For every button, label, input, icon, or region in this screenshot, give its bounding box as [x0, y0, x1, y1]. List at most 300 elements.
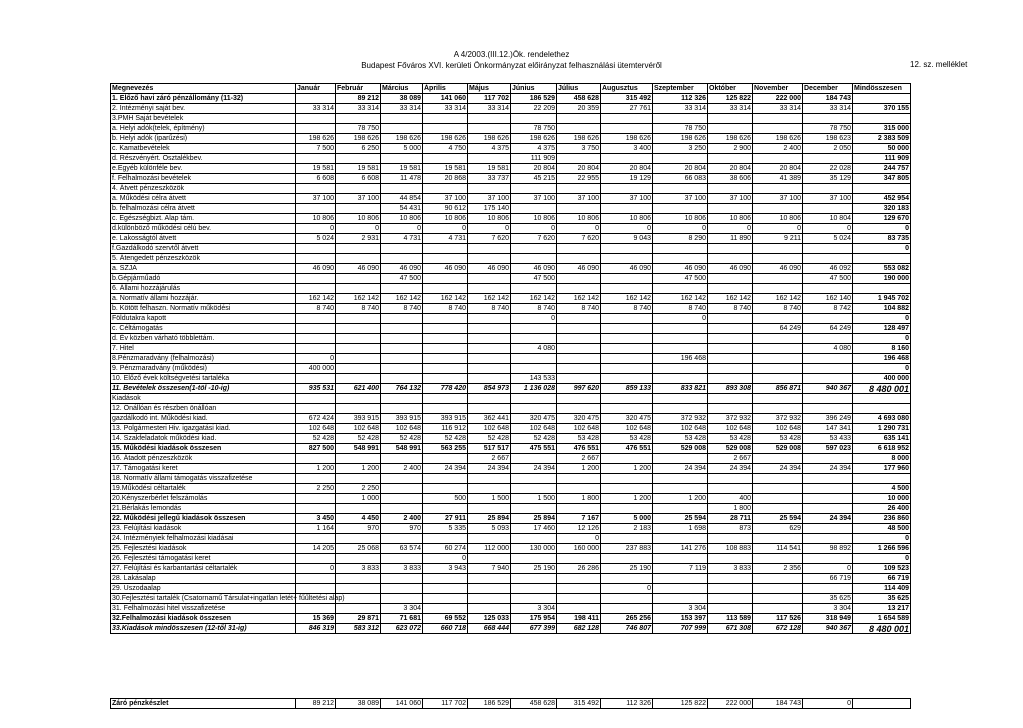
month-value-cell: [296, 574, 336, 584]
month-value-cell: [468, 574, 511, 584]
month-value-cell: 372 932: [653, 414, 708, 424]
closing-balance-empty-cell: [853, 699, 911, 709]
row-label: 29. Uszodaalap: [111, 584, 296, 594]
row-label: c. Kamatbevételek: [111, 144, 296, 154]
month-value-cell: 265 256: [601, 614, 653, 624]
month-value-cell: [423, 374, 468, 384]
month-value-cell: [708, 534, 753, 544]
month-value-cell: 54 431: [381, 204, 423, 214]
month-value-cell: [381, 504, 423, 514]
table-row: [111, 344, 911, 354]
month-value-cell: 8 740: [708, 304, 753, 314]
month-value-cell: 583 312: [336, 624, 381, 634]
row-total-cell: 452 954: [853, 194, 911, 204]
row-total-cell: 320 183: [853, 204, 911, 214]
month-value-cell: 8 290: [653, 234, 708, 244]
table-row: [111, 484, 911, 494]
month-value-cell: [653, 574, 708, 584]
month-value-cell: 3 833: [381, 564, 423, 574]
month-value-cell: 548 991: [336, 444, 381, 454]
month-value-cell: 117 526: [753, 614, 803, 624]
month-value-cell: [557, 124, 601, 134]
month-value-cell: [753, 184, 803, 194]
month-value-cell: 0: [511, 224, 557, 234]
table-row: [111, 414, 911, 424]
month-value-cell: [557, 394, 601, 404]
closing-balance-cell: 0: [803, 699, 853, 709]
month-value-cell: [381, 584, 423, 594]
month-value-cell: 3 450: [296, 514, 336, 524]
month-value-cell: [708, 404, 753, 414]
month-value-cell: 320 475: [511, 414, 557, 424]
month-value-cell: 4 731: [423, 234, 468, 244]
month-value-cell: 0: [753, 224, 803, 234]
month-value-cell: 162 142: [753, 294, 803, 304]
row-label: a. Normatív állami hozzájár.: [111, 294, 296, 304]
month-value-cell: 25 894: [468, 514, 511, 524]
month-value-cell: [653, 534, 708, 544]
month-value-cell: 0: [557, 534, 601, 544]
month-value-cell: [296, 124, 336, 134]
month-value-cell: 475 551: [511, 444, 557, 454]
month-value-cell: 46 090: [653, 264, 708, 274]
month-value-cell: 6 250: [336, 144, 381, 154]
closing-balance-cell: 38 089: [336, 699, 381, 709]
row-label: 5. Átengedett pénzeszközök: [111, 254, 296, 264]
month-value-cell: 46 090: [511, 264, 557, 274]
row-total-cell: 0: [853, 364, 911, 374]
month-value-cell: [381, 484, 423, 494]
row-label: 27. Felújítási és karbantartási céltartalék: [111, 564, 296, 574]
month-value-cell: 400: [708, 494, 753, 504]
month-value-cell: [803, 364, 853, 374]
month-value-cell: 8 740: [381, 304, 423, 314]
month-value-cell: 4 080: [511, 344, 557, 354]
month-value-cell: [468, 474, 511, 484]
month-value-cell: 37 100: [468, 194, 511, 204]
month-value-cell: [708, 284, 753, 294]
month-value-cell: 1 000: [336, 494, 381, 504]
month-value-cell: [653, 584, 708, 594]
month-value-cell: 37 100: [511, 194, 557, 204]
month-value-cell: [601, 534, 653, 544]
month-value-cell: [803, 394, 853, 404]
month-value-cell: 20 804: [601, 164, 653, 174]
month-value-cell: [511, 204, 557, 214]
month-value-cell: 476 551: [557, 444, 601, 454]
month-value-cell: [601, 244, 653, 254]
month-value-cell: [753, 474, 803, 484]
month-value-cell: [753, 334, 803, 344]
month-value-cell: 3 400: [601, 144, 653, 154]
closing-balance-table: [110, 698, 911, 709]
month-value-cell: [336, 474, 381, 484]
month-value-cell: [708, 394, 753, 404]
month-value-cell: 46 090: [423, 264, 468, 274]
month-value-cell: 25 594: [753, 514, 803, 524]
month-value-cell: 78 750: [511, 124, 557, 134]
annex-number: 12. sz. melléklet: [910, 60, 968, 69]
month-value-cell: [468, 344, 511, 354]
month-value-cell: 529 008: [653, 444, 708, 454]
closing-balance-cell: 117 702: [423, 699, 468, 709]
month-value-cell: 24 394: [708, 464, 753, 474]
row-label: b. Helyi adók (iparűzési): [111, 134, 296, 144]
month-value-cell: 19 581: [423, 164, 468, 174]
month-value-cell: 10 806: [601, 214, 653, 224]
month-value-cell: 29 871: [336, 614, 381, 624]
month-value-cell: [468, 404, 511, 414]
month-value-cell: [336, 364, 381, 374]
month-value-cell: 63 574: [381, 544, 423, 554]
month-value-cell: 125 033: [468, 614, 511, 624]
month-value-cell: [601, 344, 653, 354]
table-row: [111, 294, 911, 304]
month-value-cell: 66 719: [803, 574, 853, 584]
month-value-cell: 3 304: [381, 604, 423, 614]
month-value-cell: [336, 534, 381, 544]
month-value-cell: 2 900: [708, 144, 753, 154]
month-value-cell: [803, 534, 853, 544]
month-value-cell: [557, 314, 601, 324]
month-value-cell: 7 620: [511, 234, 557, 244]
month-value-cell: [753, 604, 803, 614]
column-header: Május: [468, 84, 511, 94]
month-value-cell: [601, 484, 653, 494]
month-value-cell: 629: [753, 524, 803, 534]
month-value-cell: 318 949: [803, 614, 853, 624]
month-value-cell: [653, 454, 708, 464]
row-total-cell: 0: [853, 554, 911, 564]
month-value-cell: [468, 324, 511, 334]
month-value-cell: 3 750: [557, 144, 601, 154]
month-value-cell: [601, 594, 653, 604]
month-value-cell: 112 000: [468, 544, 511, 554]
month-value-cell: 33 737: [468, 174, 511, 184]
month-value-cell: 33 314: [423, 104, 468, 114]
month-value-cell: 46 090: [753, 264, 803, 274]
month-value-cell: 2 050: [803, 144, 853, 154]
row-label: 32.Felhalmozási kiadások összesen: [111, 614, 296, 624]
month-value-cell: 940 367: [803, 384, 853, 394]
month-value-cell: 320 475: [557, 414, 601, 424]
month-value-cell: [381, 404, 423, 414]
month-value-cell: 25 190: [601, 564, 653, 574]
month-value-cell: 35 129: [803, 174, 853, 184]
month-value-cell: 315 492: [601, 94, 653, 104]
month-value-cell: 10 806: [511, 214, 557, 224]
month-value-cell: [557, 584, 601, 594]
month-value-cell: 37 100: [708, 194, 753, 204]
month-value-cell: 10 806: [336, 214, 381, 224]
month-value-cell: [423, 334, 468, 344]
row-total-cell: 6 618 952: [853, 444, 911, 454]
month-value-cell: 1 698: [653, 524, 708, 534]
row-label: 4. Átvett pénzeszközök: [111, 184, 296, 194]
month-value-cell: 3 250: [653, 144, 708, 154]
month-value-cell: [557, 604, 601, 614]
month-value-cell: [803, 184, 853, 194]
month-value-cell: [336, 154, 381, 164]
month-value-cell: 26 286: [557, 564, 601, 574]
table-row: [111, 604, 911, 614]
row-label: 33.Kiadások mindösszesen (12-től 31-ig): [111, 624, 296, 634]
month-value-cell: 52 428: [296, 434, 336, 444]
month-value-cell: 5 000: [601, 514, 653, 524]
month-value-cell: 3 833: [708, 564, 753, 574]
row-total-cell: 347 805: [853, 174, 911, 184]
row-label: 23. Felújítási kiadások: [111, 524, 296, 534]
month-value-cell: [468, 504, 511, 514]
month-value-cell: 19 129: [601, 174, 653, 184]
month-value-cell: [708, 484, 753, 494]
month-value-cell: 162 142: [708, 294, 753, 304]
month-value-cell: [511, 454, 557, 464]
month-value-cell: [511, 404, 557, 414]
month-value-cell: 3 304: [803, 604, 853, 614]
month-value-cell: 102 648: [468, 424, 511, 434]
month-value-cell: [423, 344, 468, 354]
month-value-cell: 102 648: [381, 424, 423, 434]
closing-balance-cell: 186 529: [468, 699, 511, 709]
month-value-cell: 102 648: [511, 424, 557, 434]
month-value-cell: [753, 404, 803, 414]
month-value-cell: [753, 114, 803, 124]
month-value-cell: 854 973: [468, 384, 511, 394]
month-value-cell: [557, 484, 601, 494]
month-value-cell: 0: [468, 224, 511, 234]
column-header: Január: [296, 84, 336, 94]
month-value-cell: [653, 284, 708, 294]
month-value-cell: [653, 474, 708, 484]
row-label: e. Lakosságtól átvett: [111, 234, 296, 244]
month-value-cell: 37 100: [653, 194, 708, 204]
month-value-cell: 113 589: [708, 614, 753, 624]
month-value-cell: [601, 574, 653, 584]
month-value-cell: [653, 484, 708, 494]
month-value-cell: [557, 404, 601, 414]
month-value-cell: 0: [336, 224, 381, 234]
month-value-cell: 764 132: [381, 384, 423, 394]
month-value-cell: 827 500: [296, 444, 336, 454]
month-value-cell: 6 608: [296, 174, 336, 184]
month-value-cell: [336, 354, 381, 364]
month-value-cell: [468, 244, 511, 254]
month-value-cell: [336, 204, 381, 214]
month-value-cell: 4 731: [381, 234, 423, 244]
month-value-cell: [803, 154, 853, 164]
month-value-cell: 102 648: [653, 424, 708, 434]
month-value-cell: 37 100: [803, 194, 853, 204]
table-row: [111, 394, 911, 404]
month-value-cell: 78 750: [336, 124, 381, 134]
month-value-cell: 8 740: [336, 304, 381, 314]
month-value-cell: [336, 554, 381, 564]
month-value-cell: 10 806: [753, 214, 803, 224]
month-value-cell: [557, 504, 601, 514]
month-value-cell: 1 500: [511, 494, 557, 504]
month-value-cell: 0: [653, 224, 708, 234]
row-label: 18. Normatív állami támogatás visszafizetése: [111, 474, 296, 484]
month-value-cell: 672 424: [296, 414, 336, 424]
row-total-cell: [853, 114, 911, 124]
month-value-cell: 19 581: [336, 164, 381, 174]
month-value-cell: [423, 364, 468, 374]
month-value-cell: [381, 374, 423, 384]
month-value-cell: 677 399: [511, 624, 557, 634]
month-value-cell: 22 028: [803, 164, 853, 174]
month-value-cell: [511, 484, 557, 494]
month-value-cell: 1 200: [601, 464, 653, 474]
month-value-cell: [753, 284, 803, 294]
month-value-cell: 458 628: [557, 94, 601, 104]
table-row: [111, 114, 911, 124]
table-row: [111, 124, 911, 134]
month-value-cell: 162 142: [601, 294, 653, 304]
month-value-cell: [601, 364, 653, 374]
month-value-cell: 108 883: [708, 544, 753, 554]
month-value-cell: [296, 554, 336, 564]
month-value-cell: [753, 244, 803, 254]
month-value-cell: 35 625: [803, 594, 853, 604]
month-value-cell: 1 800: [708, 504, 753, 514]
table-row: [111, 354, 911, 364]
month-value-cell: [423, 324, 468, 334]
month-value-cell: 10 804: [803, 214, 853, 224]
table-row: [111, 364, 911, 374]
month-value-cell: 8 740: [511, 304, 557, 314]
month-value-cell: 0: [423, 554, 468, 564]
month-value-cell: [653, 334, 708, 344]
row-label: 19.Működési céltartalék: [111, 484, 296, 494]
row-label: 7. Hitel: [111, 344, 296, 354]
month-value-cell: [753, 364, 803, 374]
month-value-cell: [296, 504, 336, 514]
month-value-cell: 393 915: [336, 414, 381, 424]
table-row: [111, 624, 911, 634]
month-value-cell: [423, 484, 468, 494]
month-value-cell: [511, 584, 557, 594]
table-header-row: [111, 84, 911, 94]
month-value-cell: 24 394: [653, 464, 708, 474]
row-total-cell: 1 945 702: [853, 294, 911, 304]
month-value-cell: [753, 254, 803, 264]
month-value-cell: 24 394: [803, 464, 853, 474]
month-value-cell: [296, 244, 336, 254]
month-value-cell: [753, 494, 803, 504]
month-value-cell: 47 500: [381, 274, 423, 284]
closing-balance-cell: 89 212: [296, 699, 336, 709]
month-value-cell: [653, 204, 708, 214]
column-header: December: [803, 84, 853, 94]
row-label: gazdálkodó int. Működési kiad.: [111, 414, 296, 424]
column-header: Szeptember: [653, 84, 708, 94]
month-value-cell: 5 335: [423, 524, 468, 534]
month-value-cell: 623 072: [381, 624, 423, 634]
month-value-cell: [296, 154, 336, 164]
month-value-cell: 2 250: [296, 484, 336, 494]
month-value-cell: [468, 394, 511, 404]
month-value-cell: 28 711: [708, 514, 753, 524]
month-value-cell: 20 804: [753, 164, 803, 174]
row-total-cell: 48 500: [853, 524, 911, 534]
month-value-cell: [708, 604, 753, 614]
month-value-cell: 24 394: [423, 464, 468, 474]
month-value-cell: [511, 334, 557, 344]
month-value-cell: 53 428: [708, 434, 753, 444]
row-total-cell: [853, 474, 911, 484]
month-value-cell: 621 400: [336, 384, 381, 394]
month-value-cell: [296, 494, 336, 504]
month-value-cell: 46 090: [296, 264, 336, 274]
month-value-cell: [296, 114, 336, 124]
month-value-cell: 46 092: [803, 264, 853, 274]
month-value-cell: [708, 204, 753, 214]
month-value-cell: 175 954: [511, 614, 557, 624]
month-value-cell: [381, 574, 423, 584]
month-value-cell: [753, 484, 803, 494]
month-value-cell: 102 648: [753, 424, 803, 434]
month-value-cell: 8 740: [557, 304, 601, 314]
month-value-cell: 46 090: [708, 264, 753, 274]
month-value-cell: 2 667: [708, 454, 753, 464]
month-value-cell: [708, 124, 753, 134]
month-value-cell: 3 304: [653, 604, 708, 614]
row-total-cell: 315 000: [853, 124, 911, 134]
month-value-cell: 162 140: [803, 294, 853, 304]
month-value-cell: 707 999: [653, 624, 708, 634]
month-value-cell: 24 394: [803, 514, 853, 524]
month-value-cell: 184 743: [803, 94, 853, 104]
month-value-cell: 153 397: [653, 614, 708, 624]
table-row: [111, 474, 911, 484]
month-value-cell: 1 500: [468, 494, 511, 504]
month-value-cell: 53 428: [653, 434, 708, 444]
table-row: [111, 424, 911, 434]
month-value-cell: 116 912: [423, 424, 468, 434]
month-value-cell: 846 319: [296, 624, 336, 634]
month-value-cell: [708, 324, 753, 334]
month-value-cell: [708, 154, 753, 164]
month-value-cell: [803, 474, 853, 484]
month-value-cell: [557, 344, 601, 354]
month-value-cell: 41 389: [753, 174, 803, 184]
month-value-cell: [423, 394, 468, 404]
month-value-cell: 671 308: [708, 624, 753, 634]
month-value-cell: [296, 584, 336, 594]
month-value-cell: [381, 534, 423, 544]
row-label: 26. Fejlesztési támogatási keret: [111, 554, 296, 564]
month-value-cell: [601, 324, 653, 334]
row-total-cell: 10 000: [853, 494, 911, 504]
month-value-cell: 141 276: [653, 544, 708, 554]
table-row: [111, 504, 911, 514]
month-value-cell: 5 024: [803, 234, 853, 244]
table-row: [111, 464, 911, 474]
row-label: 21.Bérlakás lemondás: [111, 504, 296, 514]
month-value-cell: [423, 474, 468, 484]
month-value-cell: 1 800: [557, 494, 601, 504]
month-value-cell: [296, 94, 336, 104]
month-value-cell: 7 620: [468, 234, 511, 244]
column-header: Október: [708, 84, 753, 94]
month-value-cell: [557, 354, 601, 364]
month-value-cell: 46 090: [601, 264, 653, 274]
month-value-cell: [336, 324, 381, 334]
row-total-cell: 0: [853, 334, 911, 344]
row-total-cell: 4 500: [853, 484, 911, 494]
month-value-cell: 46 090: [557, 264, 601, 274]
